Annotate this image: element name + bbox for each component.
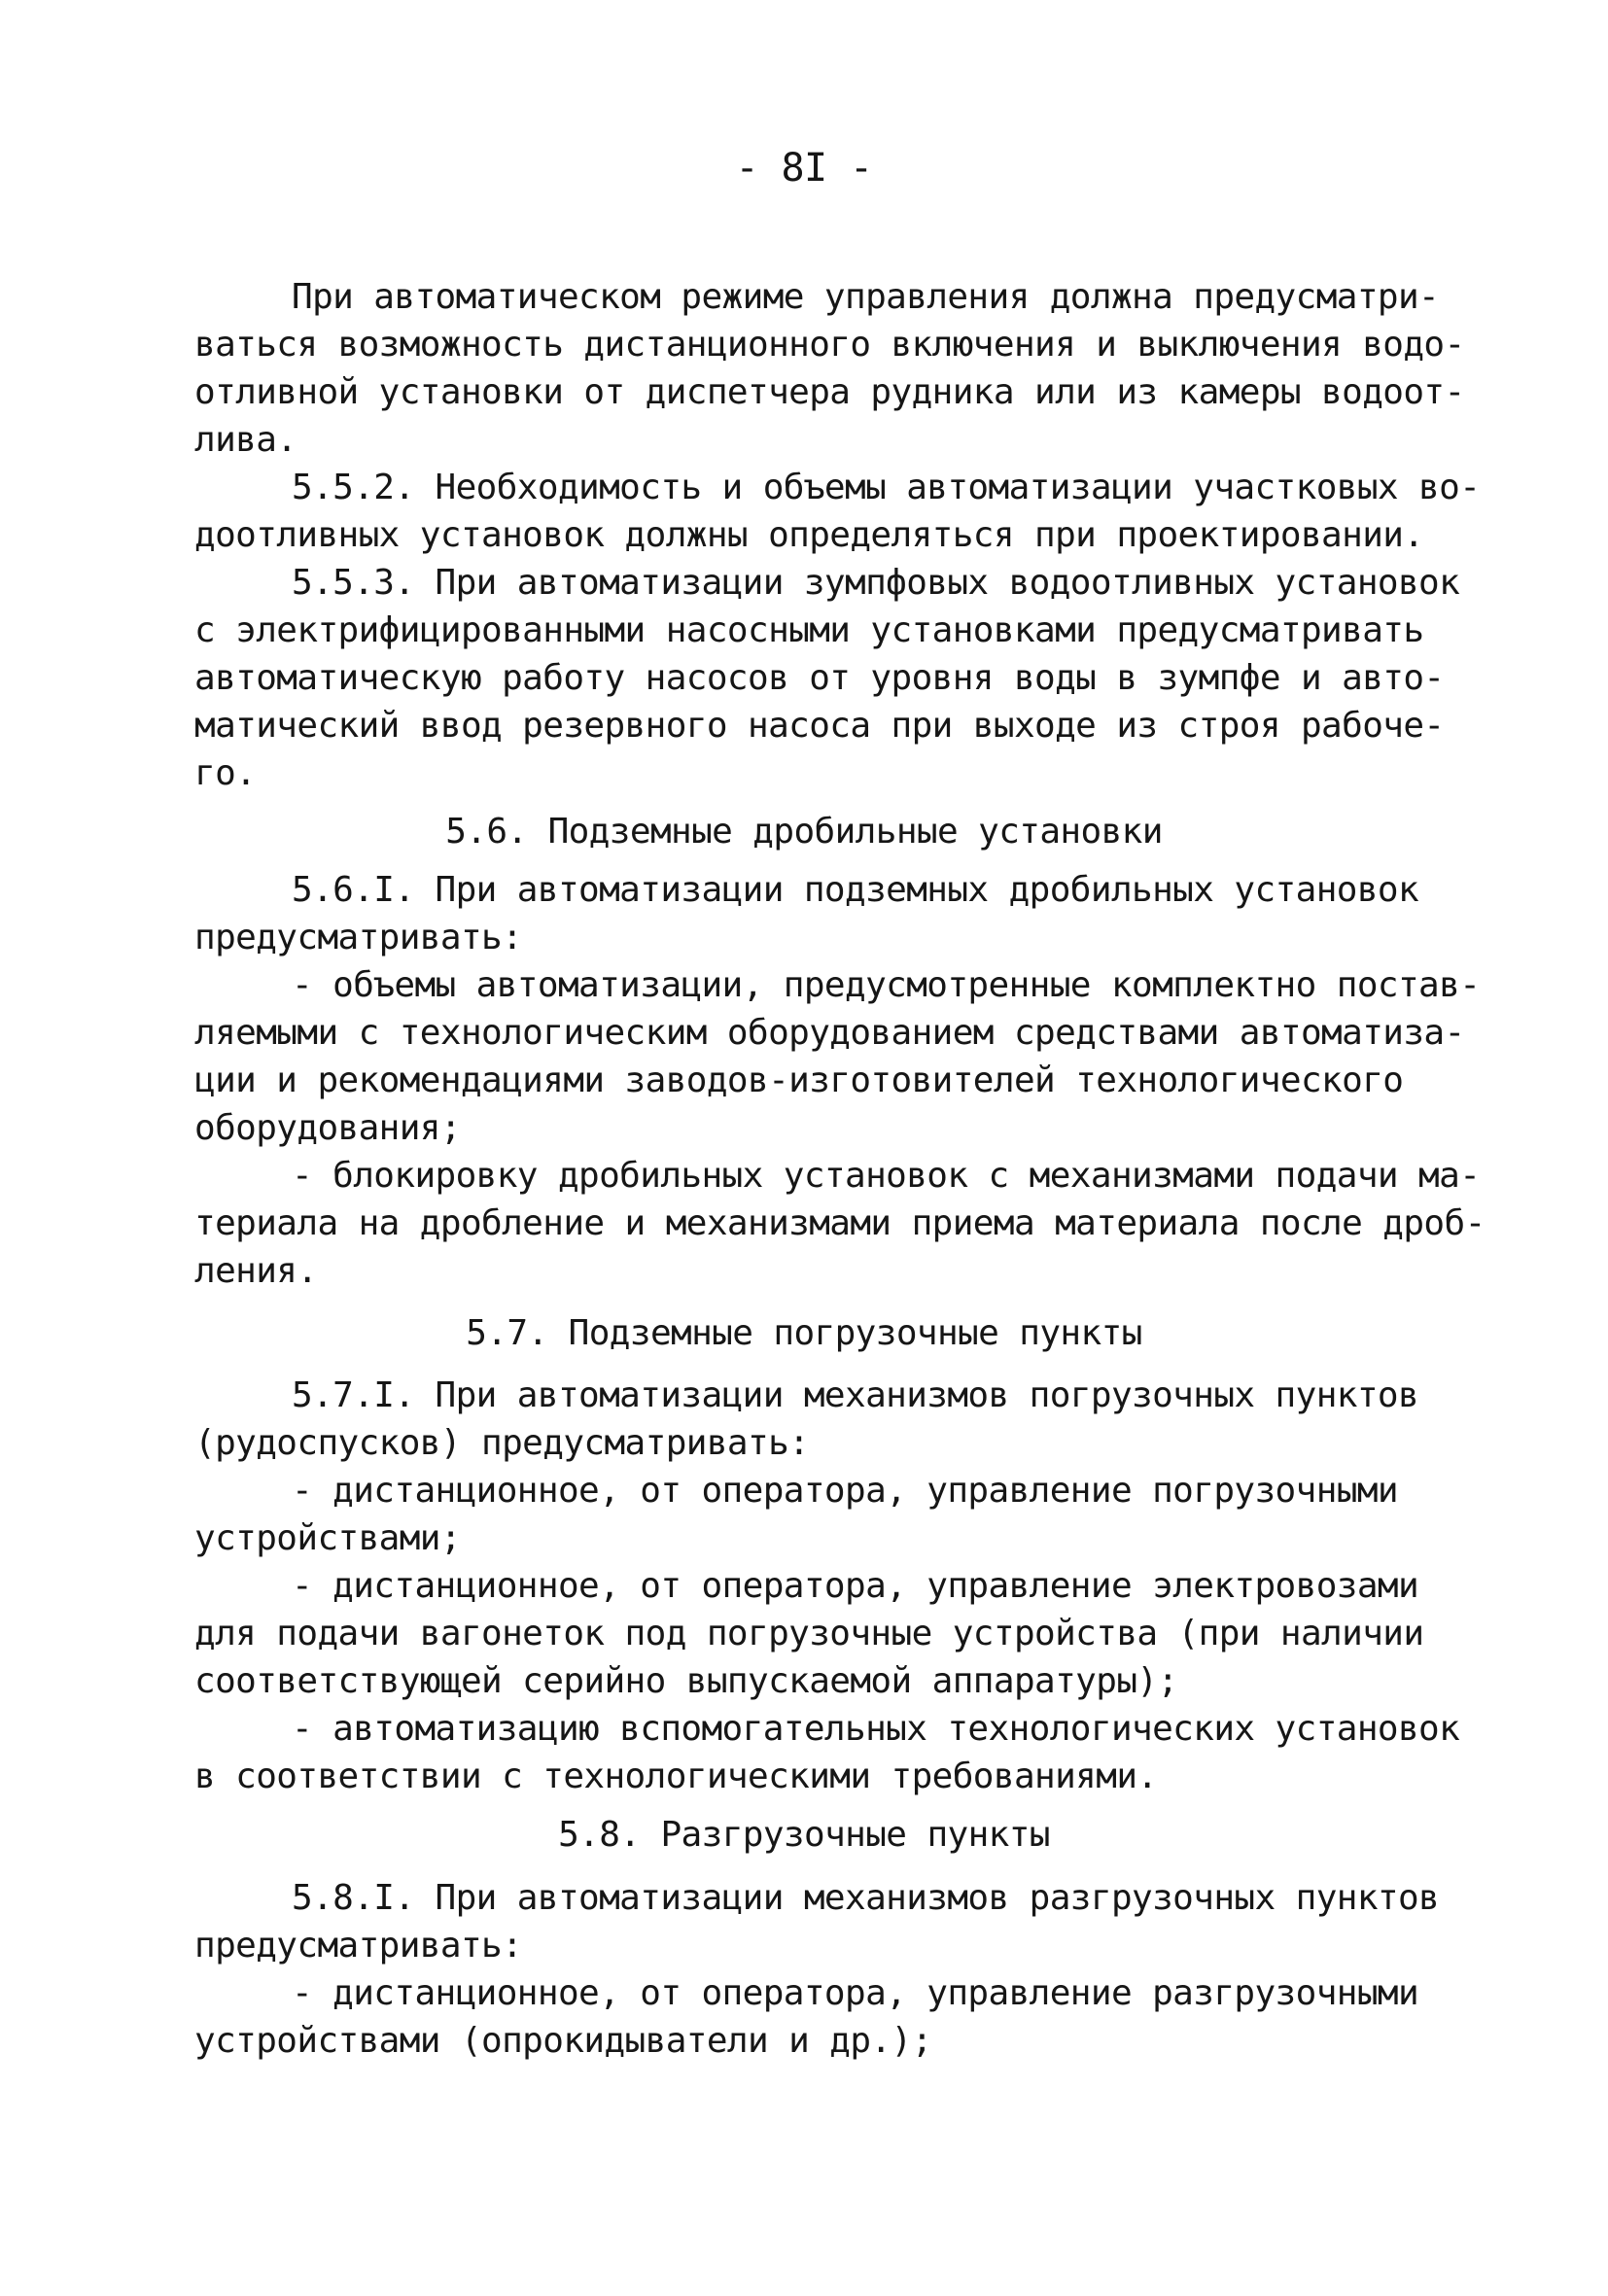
text-line: го. <box>194 753 257 793</box>
text-line: в соответствии с технологическими требованиями. <box>194 1757 1158 1796</box>
text-line: отливной установки от диспетчера рудника или из камеры водоот- <box>194 372 1465 412</box>
text-line: - дистанционное, от оператора, управление электровозами <box>292 1566 1419 1606</box>
text-line: оборудования; <box>194 1108 461 1148</box>
text-line: (рудоспусков) предусматривать: <box>194 1423 810 1463</box>
text-line: При автоматическом режиме управления должна предусматри- <box>292 277 1440 317</box>
text-line: ления. <box>194 1251 318 1291</box>
text-line: 5.8.I. При автоматизации механизмов разгрузочных пунктов <box>292 1878 1440 1918</box>
text-line: - автоматизацию вспомогательных технологических установок <box>292 1709 1460 1749</box>
text-line: устройствами; <box>194 1518 461 1558</box>
text-line: предусматривать: <box>194 918 523 957</box>
text-line: 5.6.I. При автоматизации подземных дробильных установок <box>292 870 1419 910</box>
text-line: - объемы автоматизации, предусмотренные комплектно постав- <box>292 965 1481 1005</box>
text-line: - дистанционное, от оператора, управление погрузочными <box>292 1471 1398 1511</box>
text-line: предусматривать: <box>194 1926 523 1966</box>
text-line: териала на дробление и механизмами приема материала после дроб- <box>194 1203 1486 1243</box>
text-line: 5.7.I. При автоматизации механизмов погрузочных пунктов <box>292 1375 1419 1415</box>
text-line: ваться возможность дистанционного включения и выключения водо- <box>194 325 1465 365</box>
text-line: автоматическую работу насосов от уровня воды в зумпфе и авто- <box>194 658 1445 698</box>
text-line: лива. <box>194 420 297 460</box>
text-line: матический ввод резервного насоса при выходе из строя рабоче- <box>194 706 1445 746</box>
text-line: 5.5.2. Необходимость и объемы автоматизации участковых во- <box>292 468 1481 507</box>
text-line: - блокировку дробильных установок с механизмами подачи ма- <box>292 1156 1481 1196</box>
page-number: - 8I - <box>735 146 873 191</box>
section-heading: 5.8. Разгрузочные пункты <box>558 1815 1050 1855</box>
text-line: с электрифицированными насосными установками предусматривать <box>194 610 1424 650</box>
text-line: для подачи вагонеток под погрузочные устройства (при наличии <box>194 1614 1424 1653</box>
text-line: ляемыми с технологическим оборудованием средствами автоматиза- <box>194 1013 1465 1053</box>
section-heading: 5.7. Подземные погрузочные пункты <box>466 1313 1142 1353</box>
text-line: устройствами (опрокидыватели и др.); <box>194 2021 932 2061</box>
text-line: 5.5.3. При автоматизации зумпфовых водоотливных установок <box>292 563 1460 603</box>
text-line: - дистанционное, от оператора, управление разгрузочными <box>292 1973 1419 2013</box>
text-line: доотливных установок должны определяться при проектировании. <box>194 515 1424 555</box>
text-line: соответствующей серийно выпускаемой аппаратуры); <box>194 1661 1178 1701</box>
text-line: ции и рекомендациями заводов-изготовителей технологического <box>194 1061 1404 1100</box>
section-heading: 5.6. Подземные дробильные установки <box>445 812 1163 852</box>
